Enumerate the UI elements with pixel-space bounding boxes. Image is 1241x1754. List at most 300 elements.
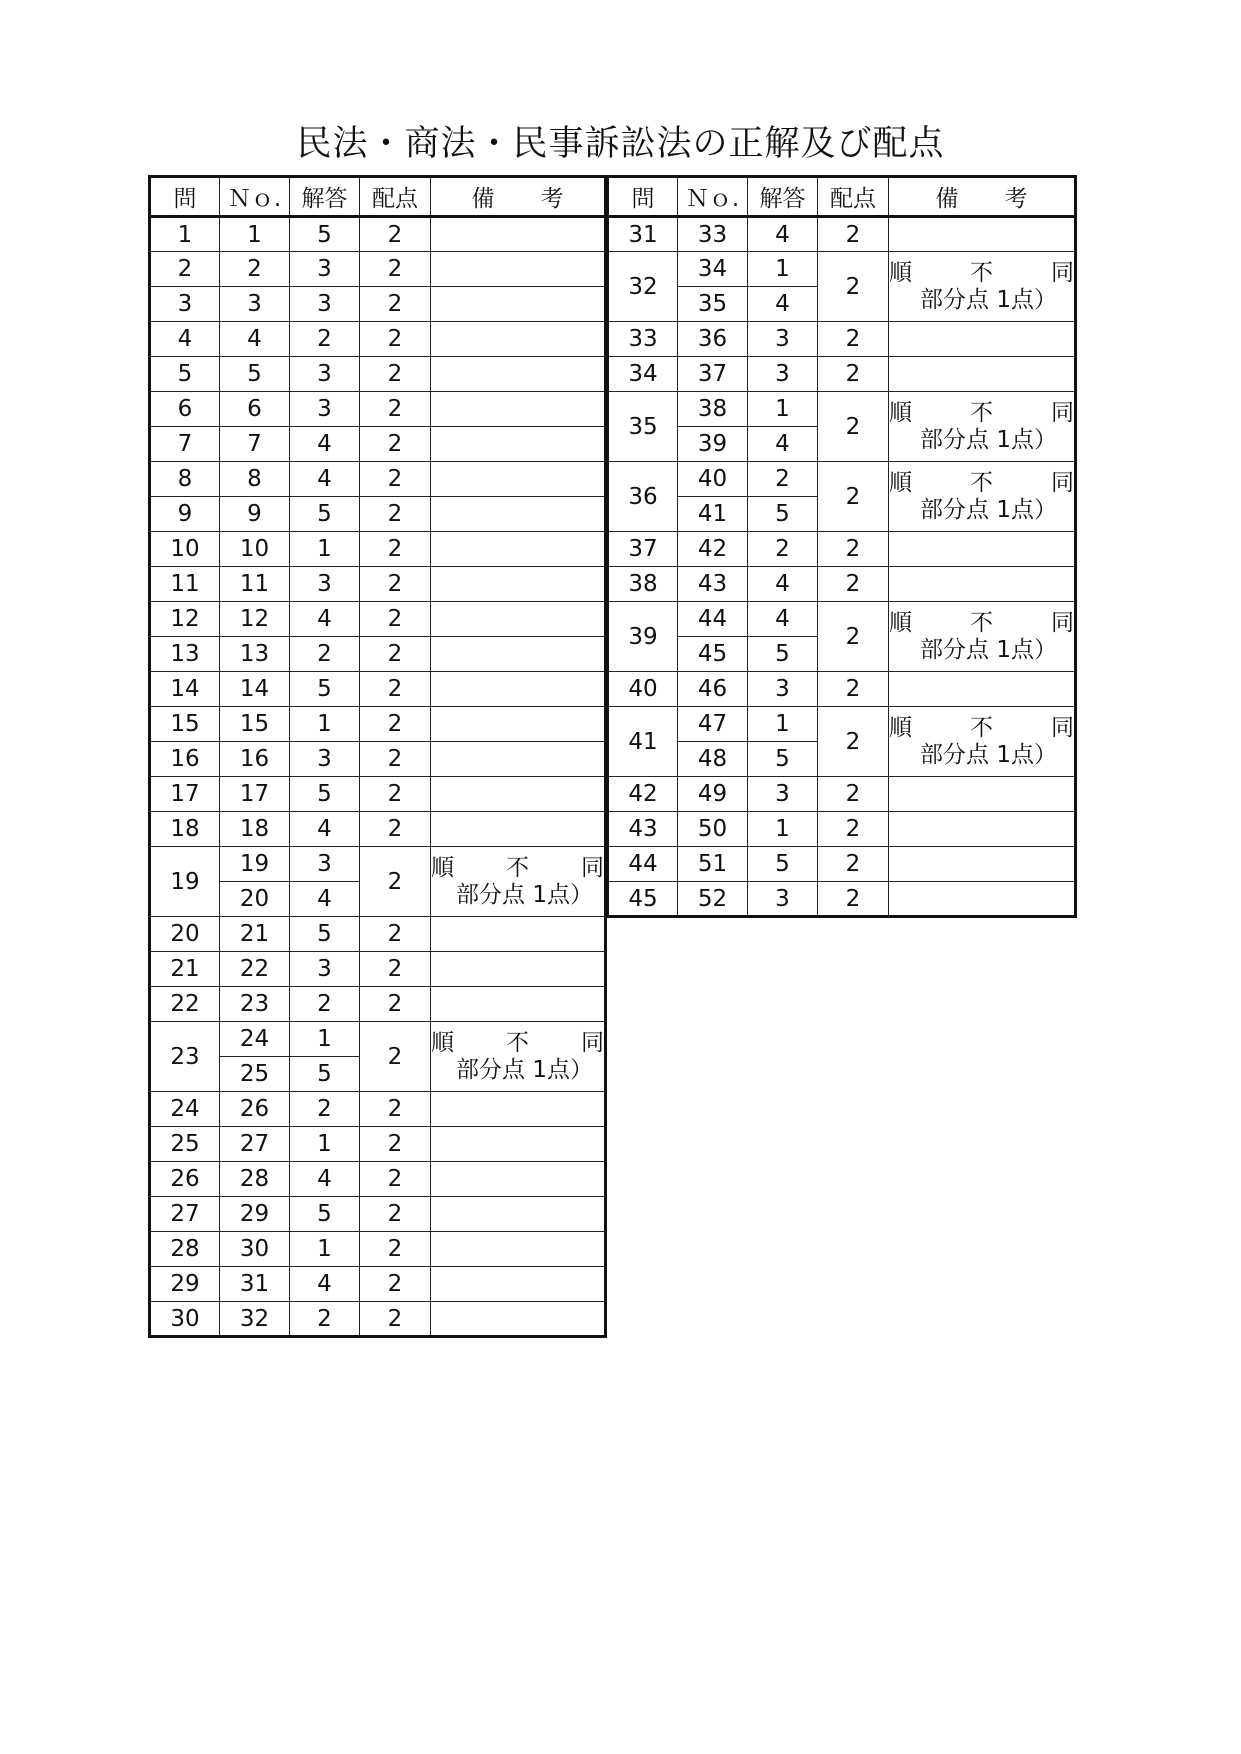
remarks-note-char: 同 xyxy=(1051,399,1074,426)
answer-cell: 3 xyxy=(290,392,360,427)
question-cell: 6 xyxy=(150,392,220,427)
number-cell: 37 xyxy=(678,357,748,392)
answer-cell: 5 xyxy=(290,217,360,252)
question-cell: 38 xyxy=(608,567,678,602)
remarks-note-line1 xyxy=(889,715,1074,742)
answer-cell: 5 xyxy=(748,847,818,882)
question-cell: 18 xyxy=(150,812,220,847)
remarks-note-line1 xyxy=(889,400,1074,427)
remarks-cell xyxy=(889,602,1076,672)
number-cell: 2 xyxy=(220,252,290,287)
question-cell: 14 xyxy=(150,672,220,707)
number-cell: 38 xyxy=(678,392,748,427)
answer-cell: 2 xyxy=(290,637,360,672)
table-row xyxy=(150,1302,606,1337)
answer-cell: 3 xyxy=(290,287,360,322)
answer-cell: 3 xyxy=(748,357,818,392)
answer-cell: 4 xyxy=(290,812,360,847)
number-cell: 12 xyxy=(220,602,290,637)
remarks-note-char: 同 xyxy=(1051,609,1074,636)
points-cell: 2 xyxy=(360,777,431,812)
remarks-note-char: 順 xyxy=(431,1029,454,1056)
answer-cell: 4 xyxy=(290,882,360,917)
remarks-cell xyxy=(889,322,1076,357)
remarks-cell xyxy=(431,637,606,672)
remarks-cell xyxy=(889,462,1076,532)
question-cell: 19 xyxy=(150,847,220,917)
remarks-cell xyxy=(889,392,1076,462)
table-row xyxy=(150,252,606,287)
question-cell: 44 xyxy=(608,847,678,882)
answer-cell: 4 xyxy=(748,287,818,322)
number-cell: 48 xyxy=(678,742,748,777)
remarks-cell xyxy=(889,812,1076,847)
answer-cell: 4 xyxy=(748,602,818,637)
number-cell: 9 xyxy=(220,497,290,532)
number-cell: 10 xyxy=(220,532,290,567)
remarks-cell xyxy=(431,462,606,497)
answer-cell: 3 xyxy=(290,567,360,602)
table-row xyxy=(150,637,606,672)
number-cell: 21 xyxy=(220,917,290,952)
answer-cell: 3 xyxy=(748,777,818,812)
answer-cell: 5 xyxy=(748,742,818,777)
number-cell: 11 xyxy=(220,567,290,602)
points-cell: 2 xyxy=(360,812,431,847)
table-row xyxy=(608,567,1076,602)
question-cell: 15 xyxy=(150,707,220,742)
remarks-cell xyxy=(431,987,606,1022)
page-title: 民法・商法・民事訴訟法の正解及び配点 xyxy=(296,124,945,164)
remarks-note-line1 xyxy=(431,855,604,882)
number-cell: 15 xyxy=(220,707,290,742)
answer-cell: 5 xyxy=(290,777,360,812)
header-points: 配点 xyxy=(360,177,431,217)
question-cell: 21 xyxy=(150,952,220,987)
answer-cell: 5 xyxy=(290,1197,360,1232)
question-cell: 25 xyxy=(150,1127,220,1162)
answer-cell: 2 xyxy=(748,532,818,567)
table-row xyxy=(150,672,606,707)
answer-cell: 4 xyxy=(290,1162,360,1197)
header-points: 配点 xyxy=(818,177,889,217)
points-cell: 2 xyxy=(360,462,431,497)
table-row xyxy=(150,532,606,567)
question-cell: 10 xyxy=(150,532,220,567)
answer-cell: 5 xyxy=(748,637,818,672)
remarks-cell xyxy=(431,777,606,812)
remarks-note-char: 順 xyxy=(889,714,912,741)
question-cell: 5 xyxy=(150,357,220,392)
question-cell: 24 xyxy=(150,1092,220,1127)
number-cell: 26 xyxy=(220,1092,290,1127)
remarks-cell xyxy=(889,567,1076,602)
answer-cell: 2 xyxy=(290,987,360,1022)
points-cell: 2 xyxy=(818,847,889,882)
header-question: 問 xyxy=(150,177,220,217)
number-cell: 6 xyxy=(220,392,290,427)
answer-cell: 2 xyxy=(290,1092,360,1127)
remarks-note-char: 順 xyxy=(889,469,912,496)
question-cell: 16 xyxy=(150,742,220,777)
header-number: Ｎｏ. xyxy=(220,177,290,217)
table-row xyxy=(608,672,1076,707)
points-cell: 2 xyxy=(360,322,431,357)
remarks-cell xyxy=(889,672,1076,707)
answer-cell: 3 xyxy=(290,742,360,777)
points-cell: 2 xyxy=(818,532,889,567)
table-row xyxy=(150,742,606,777)
table-row xyxy=(150,987,606,1022)
number-cell: 18 xyxy=(220,812,290,847)
remarks-note-char: 不 xyxy=(970,714,993,741)
remarks-cell xyxy=(431,1022,606,1092)
points-cell: 2 xyxy=(818,812,889,847)
points-cell: 2 xyxy=(360,217,431,252)
points-cell: 2 xyxy=(360,357,431,392)
number-cell: 33 xyxy=(678,217,748,252)
remarks-note-char: 順 xyxy=(431,854,454,881)
answer-cell: 2 xyxy=(290,1302,360,1337)
remarks-cell xyxy=(431,742,606,777)
number-cell: 8 xyxy=(220,462,290,497)
remarks-cell xyxy=(889,252,1076,322)
number-cell: 34 xyxy=(678,252,748,287)
table-row xyxy=(150,917,606,952)
points-cell: 2 xyxy=(360,567,431,602)
answer-cell: 1 xyxy=(290,1232,360,1267)
remarks-cell xyxy=(431,917,606,952)
points-cell: 2 xyxy=(360,1302,431,1337)
number-cell: 32 xyxy=(220,1302,290,1337)
table-row xyxy=(150,602,606,637)
remarks-note-line1 xyxy=(889,610,1074,637)
number-cell: 1 xyxy=(220,217,290,252)
points-cell: 2 xyxy=(818,602,889,672)
table-row xyxy=(150,1092,606,1127)
remarks-note-char: 不 xyxy=(506,1029,529,1056)
table-row xyxy=(150,287,606,322)
answer-cell: 3 xyxy=(290,357,360,392)
table-row xyxy=(608,707,1076,742)
remarks-cell xyxy=(431,847,606,917)
table-row xyxy=(608,777,1076,812)
question-cell: 28 xyxy=(150,1232,220,1267)
number-cell: 40 xyxy=(678,462,748,497)
number-cell: 45 xyxy=(678,637,748,672)
points-cell: 2 xyxy=(818,217,889,252)
points-cell: 2 xyxy=(818,777,889,812)
question-cell: 34 xyxy=(608,357,678,392)
remarks-note-line2: 部分点 1点） xyxy=(920,426,1057,453)
remarks-cell xyxy=(431,602,606,637)
remarks-cell xyxy=(431,497,606,532)
points-cell: 2 xyxy=(360,392,431,427)
points-cell: 2 xyxy=(360,672,431,707)
answer-cell: 1 xyxy=(290,707,360,742)
points-cell: 2 xyxy=(360,847,431,917)
number-cell: 42 xyxy=(678,532,748,567)
answer-cell: 5 xyxy=(290,917,360,952)
remarks-cell xyxy=(431,357,606,392)
question-cell: 22 xyxy=(150,987,220,1022)
points-cell: 2 xyxy=(360,1127,431,1162)
question-cell: 8 xyxy=(150,462,220,497)
question-cell: 20 xyxy=(150,917,220,952)
question-cell: 27 xyxy=(150,1197,220,1232)
remarks-note-char: 不 xyxy=(970,259,993,286)
table-row xyxy=(608,812,1076,847)
remarks-cell xyxy=(431,427,606,462)
points-cell: 2 xyxy=(360,742,431,777)
table-row xyxy=(608,532,1076,567)
remarks-note-char: 同 xyxy=(581,1029,604,1056)
number-cell: 4 xyxy=(220,322,290,357)
remarks-note-char: 不 xyxy=(506,854,529,881)
remarks-note-char: 順 xyxy=(889,609,912,636)
question-cell: 37 xyxy=(608,532,678,567)
table-row xyxy=(608,882,1076,917)
question-cell: 4 xyxy=(150,322,220,357)
answer-cell: 4 xyxy=(290,462,360,497)
remarks-note-line2: 部分点 1点） xyxy=(456,1056,593,1083)
question-cell: 29 xyxy=(150,1267,220,1302)
points-cell: 2 xyxy=(818,462,889,532)
remarks-cell xyxy=(431,1092,606,1127)
answer-cell: 5 xyxy=(290,1057,360,1092)
remarks-cell xyxy=(431,287,606,322)
question-cell: 9 xyxy=(150,497,220,532)
remarks-cell xyxy=(431,1127,606,1162)
number-cell: 28 xyxy=(220,1162,290,1197)
points-cell: 2 xyxy=(360,497,431,532)
points-cell: 2 xyxy=(360,707,431,742)
number-cell: 36 xyxy=(678,322,748,357)
question-cell: 42 xyxy=(608,777,678,812)
number-cell: 44 xyxy=(678,602,748,637)
answer-cell: 1 xyxy=(748,392,818,427)
answer-cell: 3 xyxy=(290,952,360,987)
remarks-note-line2: 部分点 1点） xyxy=(920,286,1057,313)
number-cell: 31 xyxy=(220,1267,290,1302)
question-cell: 32 xyxy=(608,252,678,322)
question-cell: 36 xyxy=(608,462,678,532)
remarks-note-char: 順 xyxy=(889,259,912,286)
number-cell: 39 xyxy=(678,427,748,462)
points-cell: 2 xyxy=(818,672,889,707)
question-cell: 43 xyxy=(608,812,678,847)
question-cell: 39 xyxy=(608,602,678,672)
number-cell: 25 xyxy=(220,1057,290,1092)
table-row xyxy=(150,812,606,847)
table-row xyxy=(608,357,1076,392)
number-cell: 23 xyxy=(220,987,290,1022)
header-remarks: 備 考 xyxy=(889,177,1076,217)
table-row xyxy=(150,357,606,392)
question-cell: 3 xyxy=(150,287,220,322)
points-cell: 2 xyxy=(360,952,431,987)
answer-cell: 1 xyxy=(290,1022,360,1057)
remarks-note-char: 同 xyxy=(1051,469,1074,496)
question-cell: 41 xyxy=(608,707,678,777)
table-row xyxy=(150,1162,606,1197)
points-cell: 2 xyxy=(360,252,431,287)
question-cell: 13 xyxy=(150,637,220,672)
header-row xyxy=(150,177,606,217)
number-cell: 46 xyxy=(678,672,748,707)
number-cell: 51 xyxy=(678,847,748,882)
remarks-cell xyxy=(431,322,606,357)
table-row xyxy=(150,1267,606,1302)
number-cell: 22 xyxy=(220,952,290,987)
number-cell: 50 xyxy=(678,812,748,847)
remarks-note-char: 不 xyxy=(970,469,993,496)
points-cell: 2 xyxy=(818,357,889,392)
remarks-cell xyxy=(431,252,606,287)
question-cell: 23 xyxy=(150,1022,220,1092)
table-row xyxy=(150,952,606,987)
remarks-cell xyxy=(431,1232,606,1267)
answer-table-right xyxy=(606,175,1077,918)
answer-cell: 4 xyxy=(290,427,360,462)
table-row xyxy=(150,1197,606,1232)
header-remarks: 備 考 xyxy=(431,177,606,217)
table-row xyxy=(150,567,606,602)
points-cell: 2 xyxy=(360,917,431,952)
header-answer: 解答 xyxy=(290,177,360,217)
answer-cell: 3 xyxy=(748,322,818,357)
answer-cell: 1 xyxy=(748,812,818,847)
answer-cell: 2 xyxy=(290,322,360,357)
number-cell: 3 xyxy=(220,287,290,322)
answer-cell: 3 xyxy=(290,252,360,287)
remarks-note-char: 不 xyxy=(970,399,993,426)
remarks-note-char: 同 xyxy=(581,854,604,881)
remarks-cell xyxy=(431,707,606,742)
question-cell: 40 xyxy=(608,672,678,707)
answer-cell: 4 xyxy=(290,602,360,637)
question-cell: 17 xyxy=(150,777,220,812)
question-cell: 31 xyxy=(608,217,678,252)
question-cell: 30 xyxy=(150,1302,220,1337)
number-cell: 52 xyxy=(678,882,748,917)
table-row xyxy=(608,217,1076,252)
table-row xyxy=(150,1127,606,1162)
number-cell: 16 xyxy=(220,742,290,777)
number-cell: 5 xyxy=(220,357,290,392)
question-cell: 35 xyxy=(608,392,678,462)
table-row xyxy=(608,602,1076,637)
points-cell: 2 xyxy=(360,602,431,637)
remarks-note-char: 順 xyxy=(889,399,912,426)
header-number: Ｎｏ. xyxy=(678,177,748,217)
question-cell: 12 xyxy=(150,602,220,637)
points-cell: 2 xyxy=(360,287,431,322)
header-row xyxy=(608,177,1076,217)
remarks-cell xyxy=(431,672,606,707)
remarks-note-char: 同 xyxy=(1051,259,1074,286)
table-row xyxy=(150,707,606,742)
answer-cell: 3 xyxy=(290,847,360,882)
remarks-cell xyxy=(889,847,1076,882)
table-row xyxy=(150,217,606,252)
answer-cell: 1 xyxy=(748,252,818,287)
points-cell: 2 xyxy=(360,1232,431,1267)
remarks-cell xyxy=(431,392,606,427)
remarks-note-line2: 部分点 1点） xyxy=(456,881,593,908)
number-cell: 17 xyxy=(220,777,290,812)
remarks-note-line1 xyxy=(889,470,1074,497)
points-cell: 2 xyxy=(360,1092,431,1127)
number-cell: 7 xyxy=(220,427,290,462)
remarks-cell xyxy=(889,532,1076,567)
remarks-cell xyxy=(431,217,606,252)
question-cell: 26 xyxy=(150,1162,220,1197)
remarks-cell xyxy=(431,1267,606,1302)
number-cell: 13 xyxy=(220,637,290,672)
remarks-cell xyxy=(431,1162,606,1197)
remarks-cell xyxy=(431,567,606,602)
remarks-note-line2: 部分点 1点） xyxy=(920,636,1057,663)
header-question: 問 xyxy=(608,177,678,217)
points-cell: 2 xyxy=(360,1197,431,1232)
header-answer: 解答 xyxy=(748,177,818,217)
points-cell: 2 xyxy=(360,637,431,672)
remarks-cell xyxy=(431,812,606,847)
remarks-note-line2: 部分点 1点） xyxy=(920,741,1057,768)
answer-cell: 5 xyxy=(290,497,360,532)
answer-cell: 4 xyxy=(290,1267,360,1302)
number-cell: 43 xyxy=(678,567,748,602)
number-cell: 30 xyxy=(220,1232,290,1267)
remarks-cell xyxy=(889,357,1076,392)
points-cell: 2 xyxy=(818,392,889,462)
answer-cell: 2 xyxy=(748,462,818,497)
points-cell: 2 xyxy=(818,882,889,917)
question-cell: 1 xyxy=(150,217,220,252)
number-cell: 19 xyxy=(220,847,290,882)
points-cell: 2 xyxy=(360,1267,431,1302)
table-row xyxy=(608,847,1076,882)
number-cell: 49 xyxy=(678,777,748,812)
answer-cell: 4 xyxy=(748,567,818,602)
table-row xyxy=(608,392,1076,427)
table-row xyxy=(608,252,1076,287)
answer-cell: 1 xyxy=(290,1127,360,1162)
number-cell: 20 xyxy=(220,882,290,917)
points-cell: 2 xyxy=(818,252,889,322)
table-row xyxy=(150,322,606,357)
remarks-cell xyxy=(889,707,1076,777)
points-cell: 2 xyxy=(360,1162,431,1197)
points-cell: 2 xyxy=(360,532,431,567)
number-cell: 27 xyxy=(220,1127,290,1162)
table-row xyxy=(150,497,606,532)
remarks-cell xyxy=(889,217,1076,252)
points-cell: 2 xyxy=(360,427,431,462)
question-cell: 33 xyxy=(608,322,678,357)
table-row xyxy=(150,392,606,427)
remarks-cell xyxy=(889,882,1076,917)
remarks-note-line2: 部分点 1点） xyxy=(920,496,1057,523)
table-row xyxy=(150,777,606,812)
remarks-cell xyxy=(431,952,606,987)
table-row xyxy=(150,1022,606,1057)
remarks-note-line1 xyxy=(889,260,1074,287)
points-cell: 2 xyxy=(818,322,889,357)
number-cell: 41 xyxy=(678,497,748,532)
answer-cell: 3 xyxy=(748,672,818,707)
